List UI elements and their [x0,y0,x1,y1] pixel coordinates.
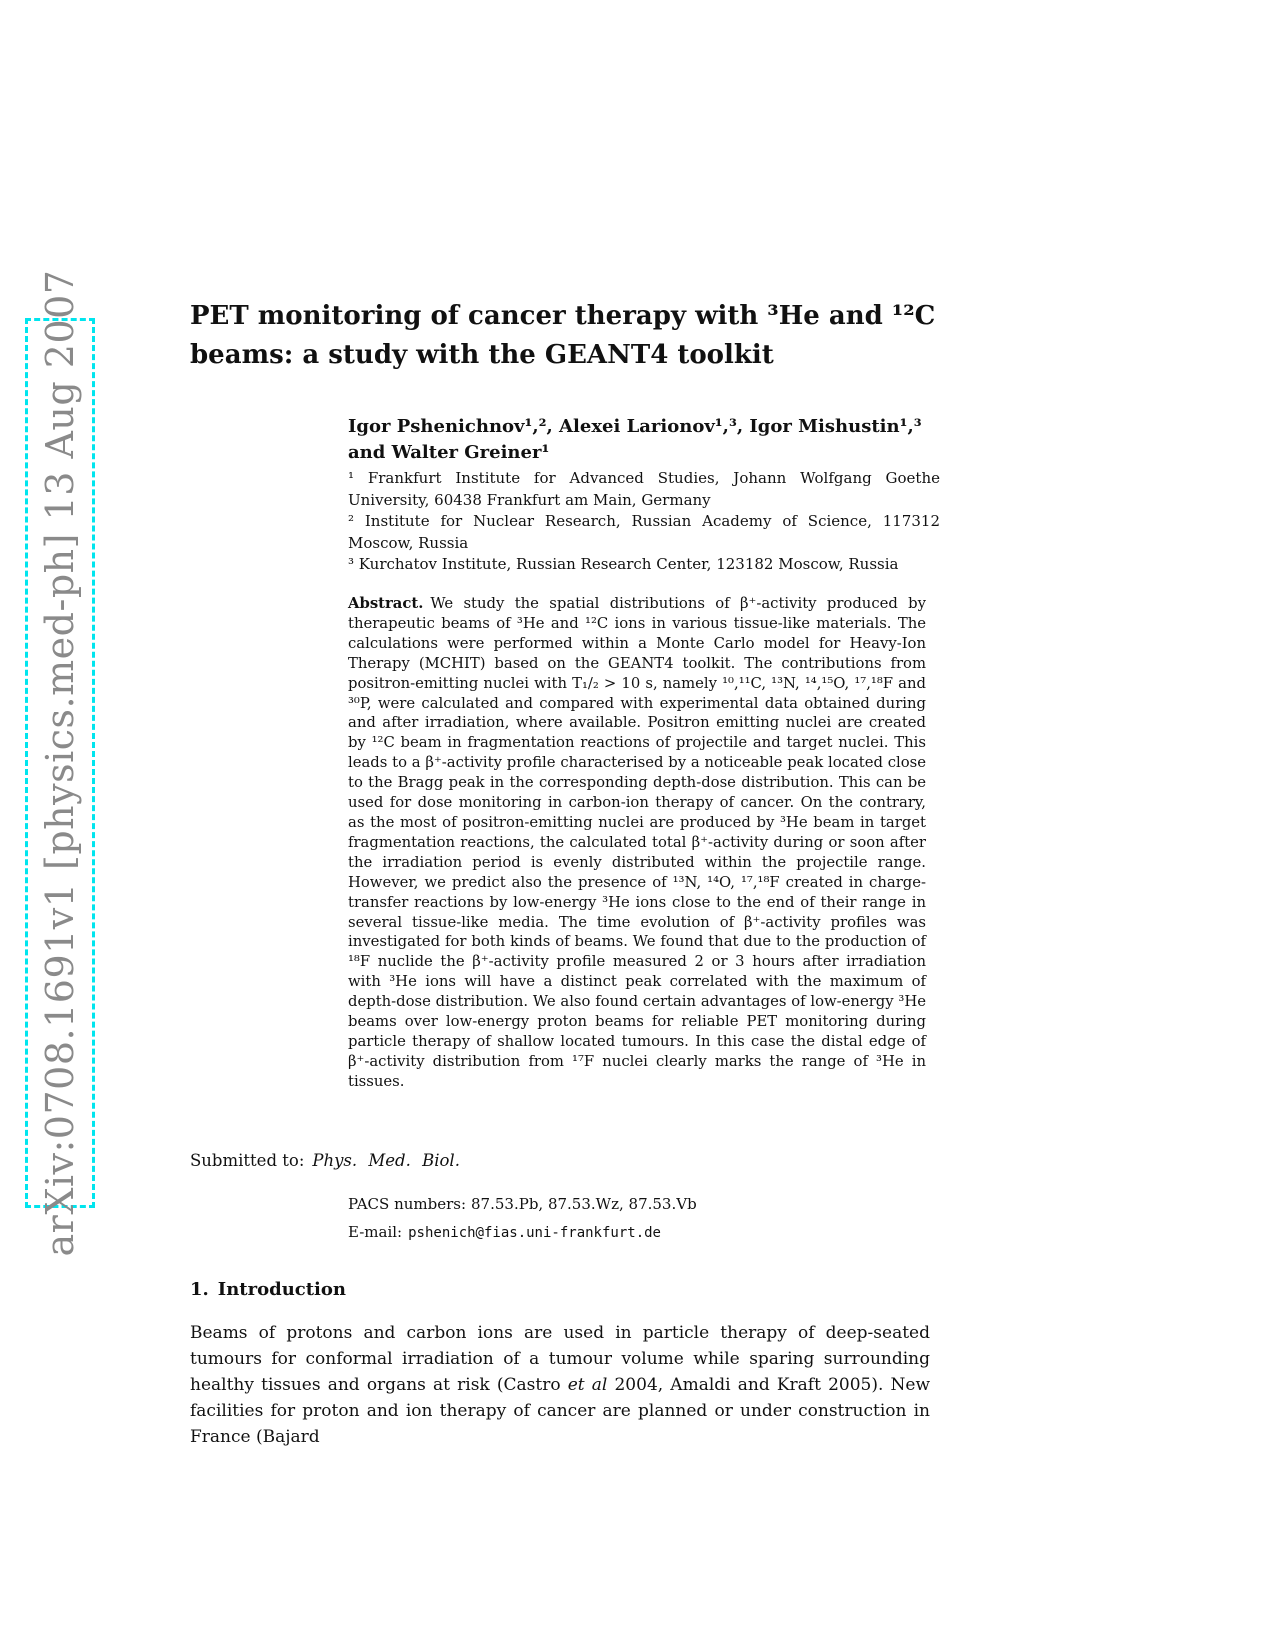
paper-title-line1: PET monitoring of cancer therapy with ³He and ¹²C [190,301,936,331]
section-1-number: 1. [190,1279,209,1300]
paper-title-line2: beams: a study with the GEANT4 toolkit [190,340,774,370]
intro-text-before: Beams of protons and carbon ions are used in particle therapy of deep-seated tumours for conformal irradiation of a tumour volume while sparing surrounding healthy tissues and organs at risk (Castro [190,1323,930,1395]
abstract [348,594,926,1092]
authors-line1: Igor Pshenichnov¹,², Alexei Larionov¹,³, Igor Mishustin¹,³ [348,416,922,437]
affiliation-3: ³ Kurchatov Institute, Russian Research Center, 123182 Moscow, Russia [348,555,899,573]
author-list [348,414,948,466]
affiliation-1: ¹ Frankfurt Institute for Advanced Studies, Johann Wolfgang Goethe University, 60438 Frankfurt am Main, Germany [348,469,940,509]
intro-etal: et al [567,1375,608,1395]
pacs-value: 87.53.Pb, 87.53.Wz, 87.53.Vb [471,1195,697,1213]
email-address: pshenich@fias.uni-frankfurt.de [408,1225,661,1241]
pacs-label: PACS numbers: [348,1195,467,1213]
abstract-label: Abstract. [348,595,424,612]
paper-title [190,297,970,375]
abstract-text: We study the spatial distributions of β⁺-activity produced by therapeutic beams of ³He and ¹²C ions in various tissue-like materials. The calculations were performed within a Monte Carlo model for Heavy-Ion Therapy (MCHIT) based on the GEANT4 toolkit. The contributions from positron-emitting nuclei with T₁/₂ > 10 s, namely ¹⁰,¹¹C, ¹³N, ¹⁴,¹⁵O, ¹⁷,¹⁸F and ³⁰P, were calculated and compared with experimental data obtained during and after irradiation, where available. Positron emitting nuclei are created by ¹²C beam in fragmentation reactions of projectile and target nuclei. This leads to a β⁺-activity profile characterised by a noticeable peak located close to the Bragg peak in the corresponding depth-dose distribution. This can be used for dose monitoring in carbon-ion therapy of cancer. On the contrary, as the most of positron-emitting nuclei are produced by ³He beam in target fragmentation reactions, the calculated total β⁺-activity during or soon after the irradiation period is evenly distributed within the projectile range. However, we predict also the presence of ¹³N, ¹⁴O, ¹⁷,¹⁸F created in charge-transfer reactions by low-energy ³He ions close to the end of their range in several tissue-like media. The time evolution of β⁺-activity profiles was investigated for both kinds of beams. We found that due to the production of ¹⁸F nuclide the β⁺-activity profile measured 2 or 3 hours after irradiation with ³He ions will have a distinct peak correlated with the maximum of depth-dose distribution. We also found certain advantages of low-energy ³He beams over low-energy proton beams for reliable PET monitoring during particle therapy of shallow located tumours. In this case the distal edge of β⁺-activity distribution from ¹⁷F nuclei clearly marks the range of ³He in tissues. [348,595,926,1090]
affiliation-list [348,468,940,576]
submitted-label: Submitted to: [190,1151,305,1170]
arxiv-stamp-text: arXiv:0708.1691v1 [physics.med-ph] 13 Aug 2007 [38,269,82,1257]
submitted-journal: Phys. Med. Biol. [312,1151,460,1170]
affiliation-2: ² Institute for Nuclear Research, Russian Academy of Science, 117312 Moscow, Russia [348,512,940,552]
section-1-heading [190,1279,346,1300]
section-1-title: Introduction [217,1279,346,1300]
submitted-line [190,1151,460,1170]
email-line [348,1223,661,1241]
intro-text-after: 2004, Amaldi and Kraft 2005). New facilities for proton and ion therapy of cancer are planned or under construction in France (Bajard [190,1375,931,1447]
pacs-line [348,1195,697,1213]
email-label: E-mail: [348,1223,403,1241]
authors-line2: and Walter Greiner¹ [348,442,550,463]
intro-paragraph [190,1320,930,1450]
arxiv-stamp-box [25,269,95,1257]
